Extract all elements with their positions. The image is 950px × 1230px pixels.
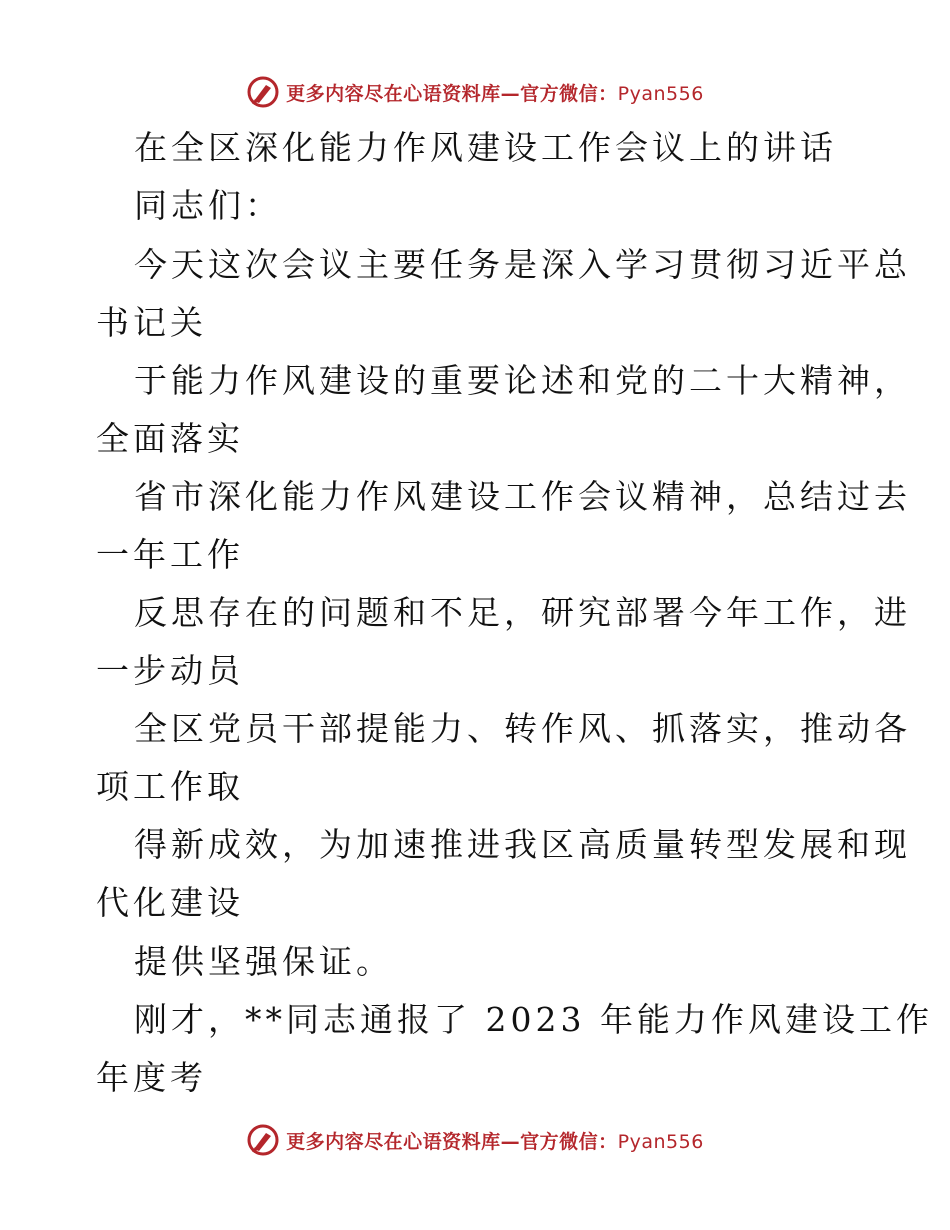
paragraph-line: 代化建设: [96, 883, 244, 922]
watermark-text: 更多内容尽在心语资料库—官方微信：Pyan556: [286, 1130, 704, 1153]
paragraph-line: 反思存在的问题和不足，研究部署今年工作，进: [134, 593, 911, 632]
paragraph-line: 全面落实: [96, 419, 244, 458]
paragraph-line: 全区党员干部提能力、转作风、抓落实，推动各: [134, 709, 911, 748]
document-title: 在全区深化能力作风建设工作会议上的讲话: [134, 128, 837, 167]
paragraph-line: 年度考: [96, 1058, 207, 1097]
footer-watermark: [0, 1118, 950, 1162]
paragraph-line: 书记关: [96, 303, 207, 342]
paragraph-line: 刚才，**同志通报了 2023 年能力作风建设工作: [134, 1000, 933, 1039]
paragraph-line: 提供坚强保证。: [134, 942, 393, 981]
watermark-text: 更多内容尽在心语资料库—官方微信：Pyan556: [286, 82, 704, 105]
paragraph-line: 得新成效，为加速推进我区高质量转型发展和现: [134, 825, 911, 864]
watermark-id: Pyan556: [617, 1130, 704, 1153]
paragraph-line: 一步动员: [96, 651, 244, 690]
paragraph-line: 于能力作风建设的重要论述和党的二十大精神，: [134, 361, 911, 400]
paragraph-line: 今天这次会议主要任务是深入学习贯彻习近平总: [134, 245, 911, 284]
watermark-id: Pyan556: [617, 82, 704, 105]
paragraph-line: 省市深化能力作风建设工作会议精神，总结过去: [134, 477, 911, 516]
pen-nib-logo-icon: [246, 1123, 280, 1157]
paragraph-line: 项工作取: [96, 767, 244, 806]
paragraph-line: 一年工作: [96, 535, 244, 574]
salutation: 同志们：: [134, 186, 282, 225]
